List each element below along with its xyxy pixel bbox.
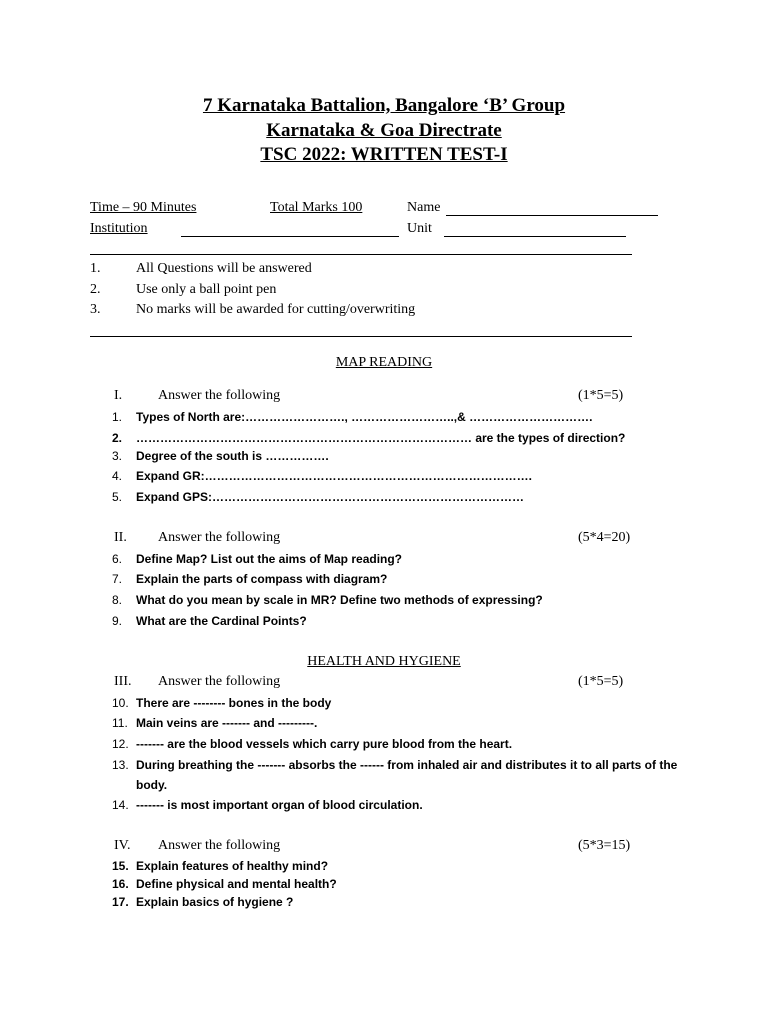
- divider-bottom: [90, 336, 632, 337]
- time-label: Time – 90 Minutes: [90, 200, 197, 215]
- section-number: IV.: [114, 838, 131, 853]
- section-marks: (5*3=15): [578, 838, 631, 853]
- question-number: 12.: [112, 737, 129, 751]
- question-number: 3.: [112, 449, 123, 463]
- instruction-text: No marks will be awarded for cutting/overwriting: [136, 302, 416, 317]
- question-number: 13.: [112, 758, 129, 772]
- section-title: Answer the following: [158, 674, 281, 689]
- question-text: ------- are the blood vessels which carry pure blood from the heart.: [136, 737, 513, 751]
- instruction-number: 3.: [90, 302, 101, 317]
- section-title: Answer the following: [158, 388, 281, 403]
- question-text: Types of North are:……………………., ……………………..,& ………………………….: [136, 410, 593, 424]
- section-title: Answer the following: [158, 838, 281, 853]
- total-marks-label: Total Marks 100: [270, 200, 363, 215]
- subject-heading-health-hygiene: HEALTH AND HYGIENE: [307, 654, 461, 669]
- section-marks: (1*5=5): [578, 674, 624, 689]
- header-line-1: 7 Karnataka Battalion, Bangalore ‘B’ Group: [202, 95, 566, 116]
- question-text: ------- is most important organ of blood circulation.: [136, 798, 423, 812]
- instruction-number: 1.: [90, 261, 101, 276]
- question-text: Define physical and mental health?: [136, 877, 337, 891]
- unit-blank[interactable]: [444, 236, 626, 237]
- question-text: Explain basics of hygiene ?: [136, 895, 294, 909]
- question-text: Main veins are ------- and ---------.: [136, 716, 318, 730]
- question-number: 10.: [112, 696, 129, 710]
- name-label: Name: [407, 200, 441, 215]
- question-text: ………………………………………………………………………… are the types of direction?: [136, 431, 626, 445]
- section-marks: (1*5=5): [578, 388, 624, 403]
- question-text: Degree of the south is …………….: [136, 449, 329, 463]
- question-number: 6.: [112, 552, 123, 566]
- question-number: 17.: [112, 895, 129, 909]
- question-text: Expand GPS:……………………………………………………………………: [136, 490, 525, 504]
- header-line-3: TSC 2022: WRITTEN TEST-I: [260, 144, 508, 165]
- question-text: What do you mean by scale in MR? Define two methods of expressing?: [136, 593, 543, 607]
- section-number: II.: [114, 530, 127, 545]
- institution-blank[interactable]: [181, 236, 399, 237]
- section-number: III.: [114, 674, 132, 689]
- question-text: During breathing the ------- absorbs the ------ from inhaled air and distributes it to all parts of the: [136, 758, 678, 772]
- question-text: Expand GR:……………………………………………………………………….: [136, 469, 533, 483]
- instruction-text: Use only a ball point pen: [136, 282, 277, 297]
- section-marks: (5*4=20): [578, 530, 631, 545]
- header-line-2: Karnataka & Goa Directrate: [266, 120, 502, 141]
- instruction-text: All Questions will be answered: [136, 261, 312, 276]
- question-number: 4.: [112, 469, 123, 483]
- name-blank[interactable]: [446, 215, 658, 216]
- question-text: What are the Cardinal Points?: [136, 614, 307, 628]
- question-text: Define Map? List out the aims of Map reading?: [136, 552, 403, 566]
- question-number: 1.: [112, 410, 123, 424]
- question-text: There are -------- bones in the body: [136, 696, 332, 710]
- question-number: 14.: [112, 798, 129, 812]
- question-number: 2.: [112, 431, 123, 445]
- instruction-number: 2.: [90, 282, 101, 297]
- question-text-continued: body.: [136, 778, 168, 792]
- question-text: Explain features of healthy mind?: [136, 859, 329, 873]
- section-title: Answer the following: [158, 530, 281, 545]
- divider-top: [90, 254, 632, 255]
- section-number: I.: [114, 388, 123, 403]
- question-number: 16.: [112, 877, 129, 891]
- question-number: 7.: [112, 572, 123, 586]
- question-number: 8.: [112, 593, 123, 607]
- question-number: 5.: [112, 490, 123, 504]
- question-number: 11.: [112, 716, 128, 730]
- institution-label: Institution: [90, 221, 148, 236]
- question-number: 9.: [112, 614, 123, 628]
- question-number: 15.: [112, 859, 129, 873]
- unit-label: Unit: [407, 221, 432, 236]
- subject-heading-map-reading: MAP READING: [335, 355, 433, 370]
- question-text: Explain the parts of compass with diagram?: [136, 572, 388, 586]
